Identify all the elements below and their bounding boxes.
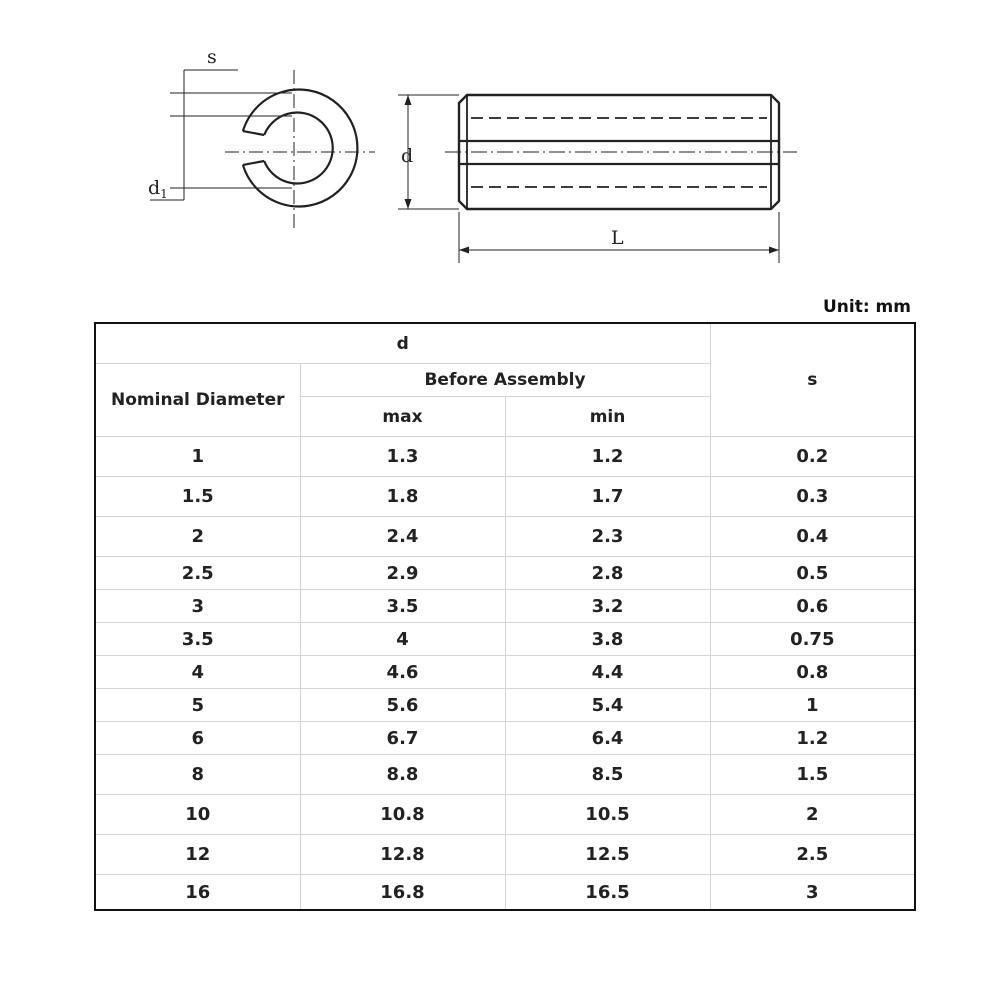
d-arrow-bottom (405, 199, 412, 209)
table-row (95, 623, 915, 656)
cell-s: 1.2 (710, 722, 915, 755)
cell-max: 4 (300, 623, 505, 656)
table-row (95, 835, 915, 875)
unit-label: Unit: mm (822, 297, 911, 317)
cell-max: 8.8 (300, 755, 505, 795)
cell-nominal: 6 (95, 722, 300, 755)
cell-min: 3.8 (505, 623, 710, 656)
cell-nominal: 3 (95, 590, 300, 623)
table-row (95, 656, 915, 689)
cell-min: 1.2 (505, 437, 710, 477)
table-row (95, 590, 915, 623)
cell-max: 12.8 (300, 835, 505, 875)
table-row (95, 755, 915, 795)
l-arrow-left (459, 247, 469, 254)
cell-nominal: 1.5 (95, 477, 300, 517)
cell-nominal: 10 (95, 795, 300, 835)
cell-s: 0.75 (710, 623, 915, 656)
cell-min: 5.4 (505, 689, 710, 722)
header-max: max (300, 397, 505, 437)
table-row (95, 557, 915, 590)
cell-s: 0.8 (710, 656, 915, 689)
cell-max: 6.7 (300, 722, 505, 755)
label-d1: $d_1$ (148, 177, 168, 201)
end-view-inner-ring (264, 112, 333, 183)
cell-max: 1.3 (300, 437, 505, 477)
header-min: min (505, 397, 710, 437)
cell-min: 12.5 (505, 835, 710, 875)
l-arrow-right (769, 247, 779, 254)
table-row (95, 795, 915, 835)
d-arrow-top (405, 95, 412, 105)
cell-s: 2.5 (710, 835, 915, 875)
cell-max: 4.6 (300, 656, 505, 689)
cell-min: 4.4 (505, 656, 710, 689)
cell-max: 2.9 (300, 557, 505, 590)
cell-min: 8.5 (505, 755, 710, 795)
cell-nominal: 12 (95, 835, 300, 875)
cell-nominal: 2.5 (95, 557, 300, 590)
spec-table (94, 322, 916, 911)
end-view-slot-top (243, 131, 264, 135)
cell-nominal: 16 (95, 875, 300, 911)
cell-max: 16.8 (300, 875, 505, 911)
end-view-outer-ring (243, 90, 358, 207)
cell-nominal: 1 (95, 437, 300, 477)
cell-nominal: 3.5 (95, 623, 300, 656)
cell-s: 0.6 (710, 590, 915, 623)
table-row (95, 689, 915, 722)
cell-max: 5.6 (300, 689, 505, 722)
spring-pin-drawing (0, 0, 1000, 290)
end-view (150, 70, 375, 232)
cell-s: 0.2 (710, 437, 915, 477)
cell-s: 3 (710, 875, 915, 911)
cell-s: 0.5 (710, 557, 915, 590)
cell-max: 1.8 (300, 477, 505, 517)
table-row (95, 875, 915, 911)
cell-min: 16.5 (505, 875, 710, 911)
table-row (95, 477, 915, 517)
cell-min: 2.3 (505, 517, 710, 557)
cell-s: 1 (710, 689, 915, 722)
header-before-assembly: Before Assembly (300, 364, 710, 397)
cell-nominal: 8 (95, 755, 300, 795)
cell-min: 3.2 (505, 590, 710, 623)
cell-nominal: 4 (95, 656, 300, 689)
cell-nominal: 2 (95, 517, 300, 557)
cell-max: 10.8 (300, 795, 505, 835)
cell-min: 2.8 (505, 557, 710, 590)
table-row (95, 437, 915, 477)
label-s: s (207, 46, 217, 68)
cell-max: 3.5 (300, 590, 505, 623)
cell-s: 1.5 (710, 755, 915, 795)
cell-s: 0.4 (710, 517, 915, 557)
header-s: s (710, 323, 915, 437)
header-d: d (95, 323, 710, 364)
table-row (95, 517, 915, 557)
cell-s: 0.3 (710, 477, 915, 517)
end-view-slot-bottom (243, 161, 264, 165)
cell-s: 2 (710, 795, 915, 835)
cell-min: 10.5 (505, 795, 710, 835)
table-row (95, 722, 915, 755)
label-l: L (611, 227, 624, 249)
side-view (398, 95, 797, 263)
cell-max: 2.4 (300, 517, 505, 557)
cell-nominal: 5 (95, 689, 300, 722)
label-d: d (401, 145, 414, 167)
cell-min: 1.7 (505, 477, 710, 517)
header-nominal-diameter: Nominal Diameter (95, 364, 300, 437)
cell-min: 6.4 (505, 722, 710, 755)
